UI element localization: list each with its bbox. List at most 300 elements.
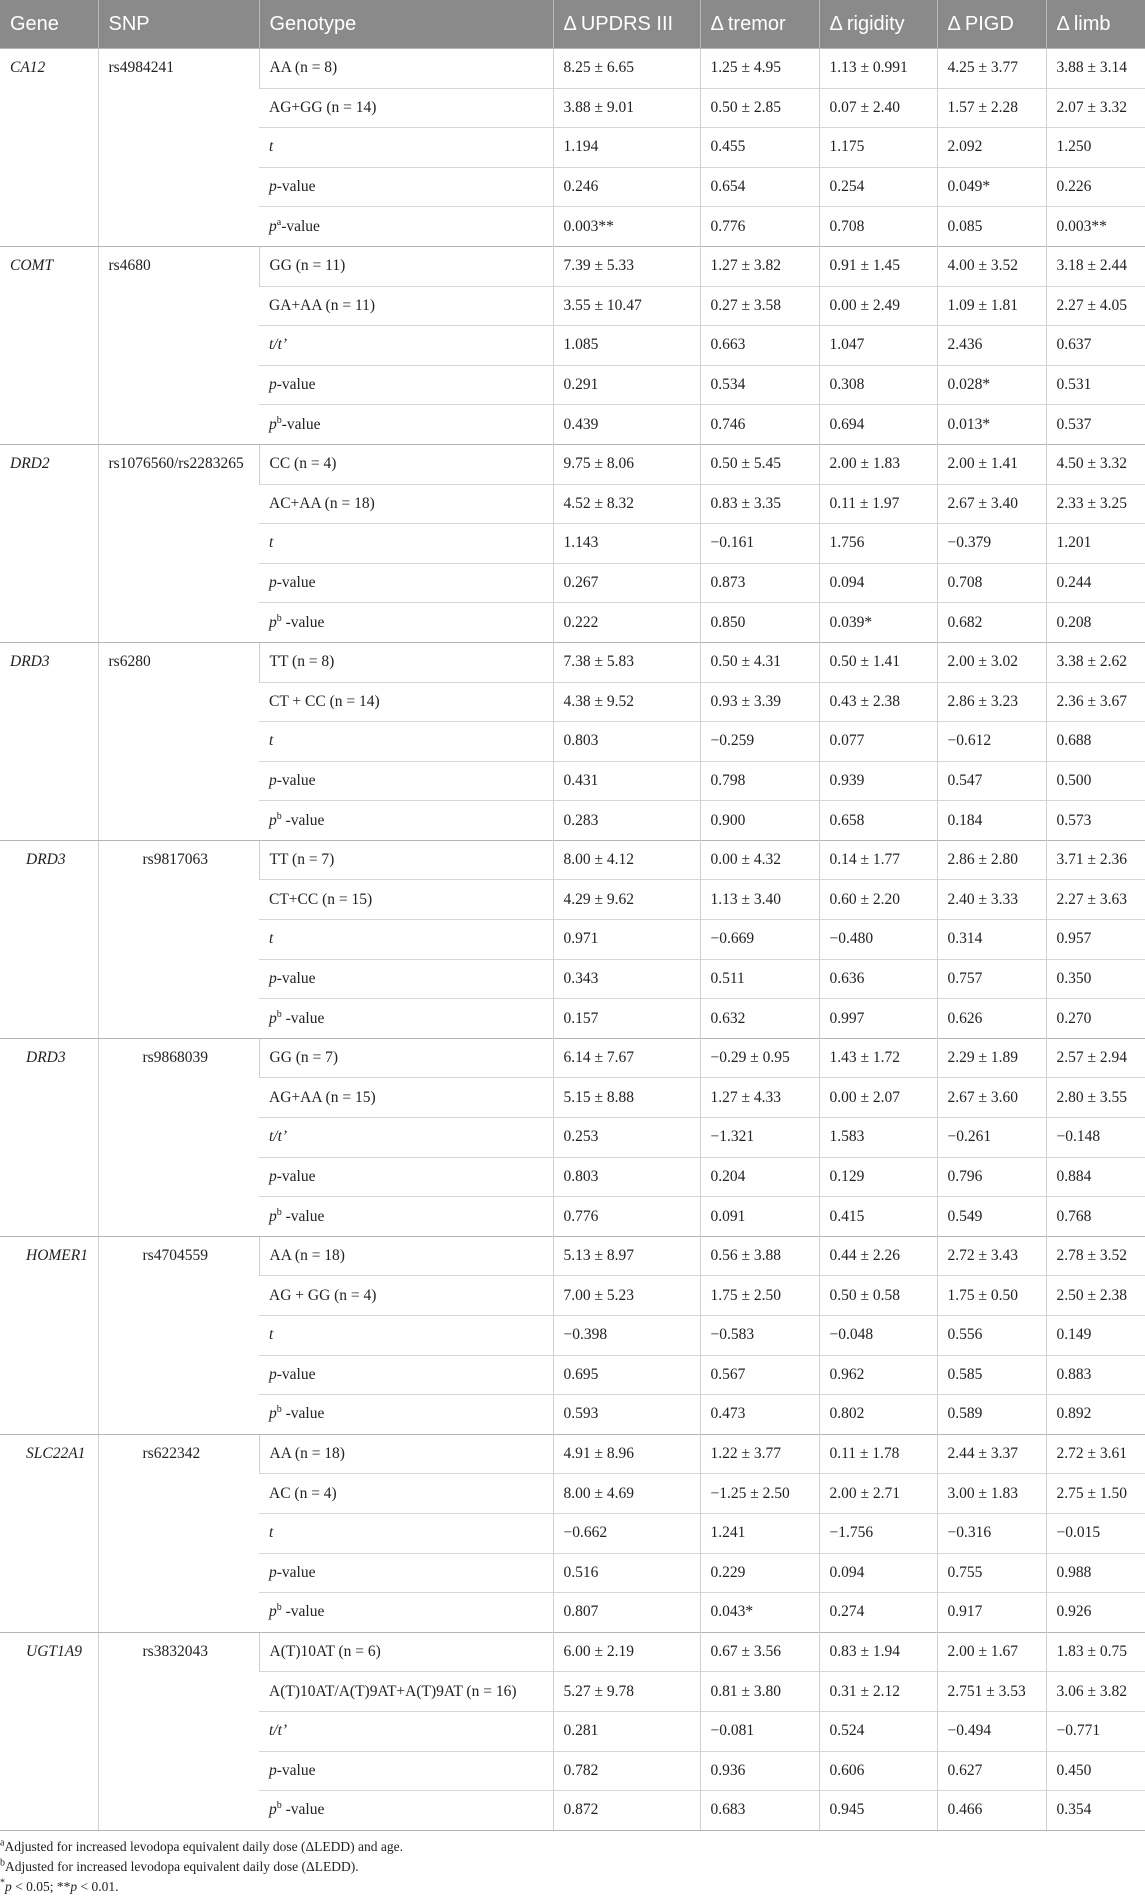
- limb-value-cell: 0.354: [1046, 1791, 1145, 1831]
- updrs-value-cell: 4.52 ± 8.32: [553, 484, 700, 524]
- updrs-value-cell: 0.695: [553, 1355, 700, 1395]
- statistic-suffix: -value: [276, 1563, 316, 1581]
- rigidity-value-cell: 0.939: [819, 761, 937, 801]
- statistic-suffix: -value: [281, 1405, 325, 1423]
- statistic-symbol: t: [269, 732, 274, 750]
- rigidity-value-cell: 0.658: [819, 801, 937, 841]
- footnote-text: Adjusted for increased levodopa equivalent daily dose (ΔLEDD) and age.: [4, 1838, 403, 1854]
- genotype-cell: AA (n = 8): [259, 49, 553, 89]
- tremor-value-cell: −0.583: [700, 1316, 819, 1356]
- limb-value-cell: 0.537: [1046, 405, 1145, 445]
- updrs-value-cell: 0.516: [553, 1553, 700, 1593]
- pigd-value-cell: 2.00 ± 1.41: [937, 444, 1046, 484]
- tremor-value-cell: 0.798: [700, 761, 819, 801]
- rigidity-value-cell: 0.254: [819, 167, 937, 207]
- statistic-cell: [259, 1197, 553, 1237]
- statistic-symbol: p: [269, 613, 277, 631]
- statistic-suffix: -value: [276, 178, 316, 196]
- limb-value-cell: 0.244: [1046, 563, 1145, 603]
- delta-symbol: Δ: [1056, 12, 1070, 35]
- genotype-cell: AA (n = 18): [259, 1434, 553, 1474]
- statistic-suffix: -value: [281, 217, 320, 235]
- pigd-value-cell: 2.29 ± 1.89: [937, 1038, 1046, 1078]
- limb-value-cell: 2.80 ± 3.55: [1046, 1078, 1145, 1118]
- limb-value-cell: 2.36 ± 3.67: [1046, 682, 1145, 722]
- statistic-suffix: -value: [281, 1603, 325, 1621]
- limb-value-cell: 0.208: [1046, 603, 1145, 643]
- limb-value-cell: 4.50 ± 3.32: [1046, 444, 1145, 484]
- limb-value-cell: 3.71 ± 2.36: [1046, 840, 1145, 880]
- pigd-value-cell: 0.757: [937, 959, 1046, 999]
- pigd-value-cell: 4.00 ± 3.52: [937, 246, 1046, 286]
- updrs-value-cell: 6.00 ± 2.19: [553, 1632, 700, 1672]
- limb-value-cell: 0.270: [1046, 999, 1145, 1039]
- statistic-cell: [259, 1513, 553, 1553]
- table-row: [0, 1236, 1145, 1276]
- pigd-value-cell: 2.092: [937, 128, 1046, 168]
- statistic-symbol: t/t’: [269, 1722, 288, 1740]
- tremor-value-cell: 0.683: [700, 1791, 819, 1831]
- tremor-value-cell: 0.81 ± 3.80: [700, 1672, 819, 1712]
- statistic-cell: [259, 603, 553, 643]
- footnote-mark: b: [0, 1857, 5, 1869]
- pigd-value-cell: 2.72 ± 3.43: [937, 1236, 1046, 1276]
- pigd-value-cell: −0.261: [937, 1118, 1046, 1158]
- genotype-cell: AC (n = 4): [269, 1484, 337, 1502]
- tremor-value-cell: −0.161: [700, 524, 819, 564]
- rigidity-value-cell: 0.039*: [819, 603, 937, 643]
- statistic-superscript: b: [276, 1404, 282, 1416]
- statistic-cell: [259, 128, 553, 168]
- pigd-value-cell: 2.00 ± 1.67: [937, 1632, 1046, 1672]
- statistic-suffix: -value: [281, 811, 325, 829]
- tremor-value-cell: 0.455: [700, 128, 819, 168]
- table-row: [0, 642, 1145, 682]
- pigd-value-cell: 1.09 ± 1.81: [937, 286, 1046, 326]
- updrs-value-cell: 0.157: [553, 999, 700, 1039]
- statistic-cell: [259, 326, 553, 366]
- statistic-symbol: p: [269, 771, 277, 789]
- genotype-cell: GG (n = 7): [259, 1038, 553, 1078]
- updrs-value-cell: 0.803: [553, 722, 700, 762]
- statistic-symbol: p: [269, 811, 277, 829]
- header-snp: SNP: [98, 0, 259, 49]
- table-row: [0, 49, 1145, 89]
- genotype-cell: TT (n = 7): [259, 840, 553, 880]
- tremor-value-cell: 0.632: [700, 999, 819, 1039]
- header-limb-label: limb: [1073, 12, 1111, 35]
- table-row: [0, 840, 1145, 880]
- rigidity-value-cell: 0.44 ± 2.26: [819, 1236, 937, 1276]
- statistic-cell: [259, 524, 553, 564]
- statistic-superscript: b: [276, 1800, 282, 1812]
- pigd-value-cell: 0.314: [937, 920, 1046, 960]
- header-pigd: [937, 0, 1046, 49]
- tremor-value-cell: 0.091: [700, 1197, 819, 1237]
- statistic-cell: [259, 959, 553, 999]
- statistic-cell: [259, 1118, 553, 1158]
- statistic-cell: [259, 1395, 553, 1435]
- limb-value-cell: 3.38 ± 2.62: [1046, 642, 1145, 682]
- genotype-cell: GG (n = 11): [259, 246, 553, 286]
- statistic-superscript: b: [276, 1008, 282, 1020]
- statistic-cell: [259, 761, 553, 801]
- updrs-value-cell: 0.803: [553, 1157, 700, 1197]
- updrs-value-cell: 3.55 ± 10.47: [553, 286, 700, 326]
- delta-symbol: Δ: [710, 12, 724, 35]
- statistic-cell: [259, 1593, 553, 1633]
- rigidity-value-cell: 0.00 ± 2.07: [819, 1078, 937, 1118]
- tremor-value-cell: 0.473: [700, 1395, 819, 1435]
- pigd-value-cell: 2.436: [937, 326, 1046, 366]
- statistic-superscript: b: [276, 612, 282, 624]
- updrs-value-cell: 0.593: [553, 1395, 700, 1435]
- table-row: [0, 1434, 1145, 1474]
- statistic-symbol: p: [269, 1563, 277, 1581]
- tremor-value-cell: −0.259: [700, 722, 819, 762]
- pigd-value-cell: 0.589: [937, 1395, 1046, 1435]
- pigd-value-cell: −0.316: [937, 1513, 1046, 1553]
- statistic-symbol: p: [269, 1365, 277, 1383]
- rigidity-value-cell: 0.91 ± 1.45: [819, 246, 937, 286]
- footnote-mark: a: [0, 1837, 5, 1849]
- statistic-suffix: -value: [276, 1167, 316, 1185]
- rigidity-value-cell: 2.00 ± 1.83: [819, 444, 937, 484]
- header-pigd-label: PIGD: [964, 12, 1014, 35]
- statistic-symbol: t/t’: [269, 1128, 288, 1146]
- statistic-suffix: -value: [281, 415, 321, 433]
- tremor-value-cell: −0.081: [700, 1711, 819, 1751]
- limb-value-cell: 0.883: [1046, 1355, 1145, 1395]
- rigidity-value-cell: 0.31 ± 2.12: [819, 1672, 937, 1712]
- tremor-value-cell: −0.29 ± 0.95: [700, 1038, 819, 1078]
- statistic-suffix: -value: [281, 1207, 325, 1225]
- updrs-value-cell: 7.39 ± 5.33: [553, 246, 700, 286]
- rigidity-value-cell: 0.077: [819, 722, 937, 762]
- updrs-value-cell: 5.15 ± 8.88: [553, 1078, 700, 1118]
- updrs-value-cell: 0.267: [553, 563, 700, 603]
- updrs-value-cell: 8.25 ± 6.65: [553, 49, 700, 89]
- rigidity-value-cell: 0.11 ± 1.97: [819, 484, 937, 524]
- p-symbol: p: [70, 1878, 78, 1894]
- rigidity-value-cell: 0.274: [819, 1593, 937, 1633]
- table-row: [0, 246, 1145, 286]
- genotype-cell: CT + CC (n = 14): [269, 692, 380, 710]
- tremor-value-cell: 0.936: [700, 1751, 819, 1791]
- limb-value-cell: 2.27 ± 4.05: [1046, 286, 1145, 326]
- statistic-symbol: p: [269, 574, 277, 592]
- pigd-value-cell: 0.585: [937, 1355, 1046, 1395]
- pigd-value-cell: 0.708: [937, 563, 1046, 603]
- updrs-value-cell: 7.00 ± 5.23: [553, 1276, 700, 1316]
- snp-cell: rs4680: [98, 246, 259, 444]
- delta-symbol: Δ: [563, 12, 577, 35]
- pigd-value-cell: 0.085: [937, 207, 1046, 247]
- rigidity-value-cell: 0.60 ± 2.20: [819, 880, 937, 920]
- rigidity-value-cell: 0.094: [819, 563, 937, 603]
- gene-cell: HOMER1: [0, 1236, 98, 1434]
- rigidity-value-cell: 0.308: [819, 365, 937, 405]
- statistic-symbol: p: [269, 217, 277, 235]
- pigd-value-cell: 0.682: [937, 603, 1046, 643]
- tremor-value-cell: 1.25 ± 4.95: [700, 49, 819, 89]
- tremor-value-cell: 0.746: [700, 405, 819, 445]
- pigd-value-cell: 0.627: [937, 1751, 1046, 1791]
- rigidity-value-cell: 0.415: [819, 1197, 937, 1237]
- statistic-symbol: p: [269, 1009, 277, 1027]
- limb-value-cell: 2.33 ± 3.25: [1046, 484, 1145, 524]
- updrs-value-cell: 5.13 ± 8.97: [553, 1236, 700, 1276]
- rigidity-value-cell: 0.694: [819, 405, 937, 445]
- statistic-cell: [259, 365, 553, 405]
- p-symbol: p: [5, 1878, 12, 1894]
- statistic-symbol: p: [269, 415, 277, 433]
- limb-value-cell: 0.003**: [1046, 207, 1145, 247]
- delta-symbol: Δ: [829, 12, 843, 35]
- updrs-value-cell: 0.782: [553, 1751, 700, 1791]
- pigd-value-cell: 0.028*: [937, 365, 1046, 405]
- rigidity-value-cell: 0.50 ± 0.58: [819, 1276, 937, 1316]
- header-updrs: [553, 0, 700, 49]
- limb-value-cell: 1.250: [1046, 128, 1145, 168]
- rigidity-value-cell: 0.83 ± 1.94: [819, 1632, 937, 1672]
- limb-value-cell: 0.450: [1046, 1751, 1145, 1791]
- snp-cell: rs4704559: [98, 1236, 259, 1434]
- rigidity-value-cell: 0.945: [819, 1791, 937, 1831]
- statistic-cell: [259, 722, 553, 762]
- pigd-value-cell: 2.00 ± 3.02: [937, 642, 1046, 682]
- snp-cell: rs622342: [98, 1434, 259, 1632]
- genotype-cell: A(T)10AT (n = 6): [259, 1632, 553, 1672]
- genotype-cell: A(T)10AT/A(T)9AT+A(T)9AT (n = 16): [269, 1682, 517, 1700]
- statistic-superscript: b: [276, 414, 282, 426]
- updrs-value-cell: 7.38 ± 5.83: [553, 642, 700, 682]
- rigidity-value-cell: 0.524: [819, 1711, 937, 1751]
- limb-value-cell: 0.226: [1046, 167, 1145, 207]
- tremor-value-cell: 0.567: [700, 1355, 819, 1395]
- statistic-cell: [259, 207, 553, 247]
- tremor-value-cell: 0.873: [700, 563, 819, 603]
- statistic-symbol: p: [269, 1801, 277, 1819]
- gene-cell: DRD3: [0, 840, 98, 1038]
- tremor-value-cell: 0.534: [700, 365, 819, 405]
- header-genotype: Genotype: [259, 0, 553, 49]
- updrs-value-cell: 5.27 ± 9.78: [553, 1672, 700, 1712]
- rigidity-value-cell: 2.00 ± 2.71: [819, 1474, 937, 1514]
- statistic-superscript: b: [276, 810, 282, 822]
- genotype-cell: TT (n = 8): [259, 642, 553, 682]
- snp-cell: rs6280: [98, 642, 259, 840]
- tremor-value-cell: 0.663: [700, 326, 819, 366]
- updrs-value-cell: 0.246: [553, 167, 700, 207]
- header-rigidity: [819, 0, 937, 49]
- footnote-mark: *: [0, 1877, 5, 1889]
- limb-value-cell: 2.78 ± 3.52: [1046, 1236, 1145, 1276]
- statistic-symbol: t: [269, 534, 274, 552]
- statistic-cell: [259, 405, 553, 445]
- rigidity-value-cell: 0.129: [819, 1157, 937, 1197]
- statistic-cell: [259, 167, 553, 207]
- limb-value-cell: 0.149: [1046, 1316, 1145, 1356]
- gene-cell: DRD3: [0, 1038, 98, 1236]
- rigidity-value-cell: 0.606: [819, 1751, 937, 1791]
- rigidity-value-cell: −0.480: [819, 920, 937, 960]
- pigd-value-cell: 0.796: [937, 1157, 1046, 1197]
- rigidity-value-cell: 0.14 ± 1.77: [819, 840, 937, 880]
- limb-value-cell: 0.988: [1046, 1553, 1145, 1593]
- updrs-value-cell: 4.91 ± 8.96: [553, 1434, 700, 1474]
- genotype-cell: GA+AA (n = 11): [269, 296, 376, 314]
- table-footnotes: [0, 1837, 1145, 1897]
- tremor-value-cell: 0.204: [700, 1157, 819, 1197]
- statistic-cell: [259, 1157, 553, 1197]
- updrs-value-cell: 3.88 ± 9.01: [553, 88, 700, 128]
- tremor-value-cell: 0.50 ± 4.31: [700, 642, 819, 682]
- tremor-value-cell: 0.511: [700, 959, 819, 999]
- rigidity-value-cell: 1.047: [819, 326, 937, 366]
- updrs-value-cell: 8.00 ± 4.12: [553, 840, 700, 880]
- rigidity-value-cell: 0.11 ± 1.78: [819, 1434, 937, 1474]
- pigd-value-cell: 2.67 ± 3.40: [937, 484, 1046, 524]
- header-row: [0, 0, 1145, 49]
- genotype-cell: AG+GG (n = 14): [269, 98, 377, 116]
- genotype-cell: AG+AA (n = 15): [269, 1088, 376, 1106]
- tremor-value-cell: 0.67 ± 3.56: [700, 1632, 819, 1672]
- header-rigidity-label: rigidity: [846, 12, 905, 35]
- updrs-value-cell: 0.439: [553, 405, 700, 445]
- rigidity-value-cell: 0.43 ± 2.38: [819, 682, 937, 722]
- pigd-value-cell: 0.755: [937, 1553, 1046, 1593]
- pigd-value-cell: 0.549: [937, 1197, 1046, 1237]
- tremor-value-cell: 0.850: [700, 603, 819, 643]
- delta-symbol: Δ: [947, 12, 961, 35]
- limb-value-cell: 0.926: [1046, 1593, 1145, 1633]
- limb-value-cell: 0.688: [1046, 722, 1145, 762]
- gene-cell: DRD2: [0, 444, 98, 642]
- pigd-value-cell: 2.67 ± 3.60: [937, 1078, 1046, 1118]
- tremor-value-cell: 0.900: [700, 801, 819, 841]
- statistic-symbol: p: [269, 1603, 277, 1621]
- tremor-value-cell: 1.241: [700, 1513, 819, 1553]
- statistic-cell: [259, 801, 553, 841]
- statistic-suffix: -value: [276, 376, 316, 394]
- snp-cell: rs4984241: [98, 49, 259, 247]
- snp-cell: rs9817063: [98, 840, 259, 1038]
- statistic-suffix: -value: [281, 613, 325, 631]
- pigd-value-cell: 0.917: [937, 1593, 1046, 1633]
- rigidity-value-cell: 0.997: [819, 999, 937, 1039]
- updrs-value-cell: 0.283: [553, 801, 700, 841]
- pigd-value-cell: 2.751 ± 3.53: [937, 1672, 1046, 1712]
- statistic-symbol: t: [269, 1326, 274, 1344]
- genotype-cell: AG + GG (n = 4): [269, 1286, 377, 1304]
- footnote-text: < 0.05; **: [11, 1878, 71, 1894]
- rigidity-value-cell: −0.048: [819, 1316, 937, 1356]
- limb-value-cell: 0.884: [1046, 1157, 1145, 1197]
- limb-value-cell: 1.201: [1046, 524, 1145, 564]
- statistic-symbol: p: [269, 1405, 277, 1423]
- statistic-suffix: -value: [281, 1801, 325, 1819]
- statistic-superscript: b: [276, 1602, 282, 1614]
- limb-value-cell: 3.88 ± 3.14: [1046, 49, 1145, 89]
- rigidity-value-cell: 1.43 ± 1.72: [819, 1038, 937, 1078]
- tremor-value-cell: 1.27 ± 4.33: [700, 1078, 819, 1118]
- rigidity-value-cell: 1.583: [819, 1118, 937, 1158]
- statistic-symbol: t/t’: [269, 336, 288, 354]
- tremor-value-cell: 1.27 ± 3.82: [700, 246, 819, 286]
- gene-cell: CA12: [0, 49, 98, 247]
- statistic-superscript: a: [276, 216, 282, 228]
- statistic-cell: [259, 1316, 553, 1356]
- statistic-symbol: t: [269, 930, 274, 948]
- genotype-cell: CT+CC (n = 15): [269, 890, 373, 908]
- statistic-symbol: p: [269, 969, 277, 987]
- updrs-value-cell: 0.431: [553, 761, 700, 801]
- rigidity-value-cell: 0.636: [819, 959, 937, 999]
- statistic-cell: [259, 1553, 553, 1593]
- tremor-value-cell: 0.27 ± 3.58: [700, 286, 819, 326]
- table-row: [0, 444, 1145, 484]
- statistic-symbol: p: [269, 178, 277, 196]
- table-row: [0, 1038, 1145, 1078]
- snp-cell: rs1076560/rs2283265: [98, 444, 259, 642]
- limb-value-cell: 2.57 ± 2.94: [1046, 1038, 1145, 1078]
- statistic-symbol: t: [269, 138, 274, 156]
- genotype-cell: AA (n = 18): [259, 1236, 553, 1276]
- pigd-value-cell: 2.40 ± 3.33: [937, 880, 1046, 920]
- pigd-value-cell: 0.626: [937, 999, 1046, 1039]
- tremor-value-cell: −1.321: [700, 1118, 819, 1158]
- footnote-b: [0, 1857, 1145, 1877]
- pigd-value-cell: 2.86 ± 3.23: [937, 682, 1046, 722]
- statistic-symbol: p: [269, 376, 277, 394]
- tremor-value-cell: 1.22 ± 3.77: [700, 1434, 819, 1474]
- table-body: [0, 49, 1145, 1831]
- updrs-value-cell: 0.776: [553, 1197, 700, 1237]
- limb-value-cell: 3.18 ± 2.44: [1046, 246, 1145, 286]
- rigidity-value-cell: −1.756: [819, 1513, 937, 1553]
- updrs-value-cell: 4.29 ± 9.62: [553, 880, 700, 920]
- tremor-value-cell: 0.50 ± 5.45: [700, 444, 819, 484]
- tremor-value-cell: 0.56 ± 3.88: [700, 1236, 819, 1276]
- updrs-value-cell: 1.085: [553, 326, 700, 366]
- limb-value-cell: 2.50 ± 2.38: [1046, 1276, 1145, 1316]
- statistic-suffix: -value: [276, 1365, 316, 1383]
- rigidity-value-cell: 1.175: [819, 128, 937, 168]
- snp-cell: rs3832043: [98, 1632, 259, 1830]
- statistic-symbol: p: [269, 1167, 277, 1185]
- rigidity-value-cell: 0.50 ± 1.41: [819, 642, 937, 682]
- pigd-value-cell: 4.25 ± 3.77: [937, 49, 1046, 89]
- updrs-value-cell: 0.872: [553, 1791, 700, 1831]
- updrs-value-cell: 6.14 ± 7.67: [553, 1038, 700, 1078]
- limb-value-cell: 0.350: [1046, 959, 1145, 999]
- limb-value-cell: 0.768: [1046, 1197, 1145, 1237]
- statistic-cell: [259, 1355, 553, 1395]
- pigd-value-cell: 0.049*: [937, 167, 1046, 207]
- statistic-cell: [259, 1751, 553, 1791]
- statistic-suffix: -value: [276, 1761, 316, 1779]
- tremor-value-cell: 0.654: [700, 167, 819, 207]
- statistic-symbol: p: [269, 1761, 277, 1779]
- pigd-value-cell: −0.494: [937, 1711, 1046, 1751]
- statistic-suffix: -value: [281, 1009, 325, 1027]
- limb-value-cell: 2.27 ± 3.63: [1046, 880, 1145, 920]
- pigd-value-cell: −0.379: [937, 524, 1046, 564]
- gene-cell: COMT: [0, 246, 98, 444]
- updrs-value-cell: −0.662: [553, 1513, 700, 1553]
- tremor-value-cell: 0.00 ± 4.32: [700, 840, 819, 880]
